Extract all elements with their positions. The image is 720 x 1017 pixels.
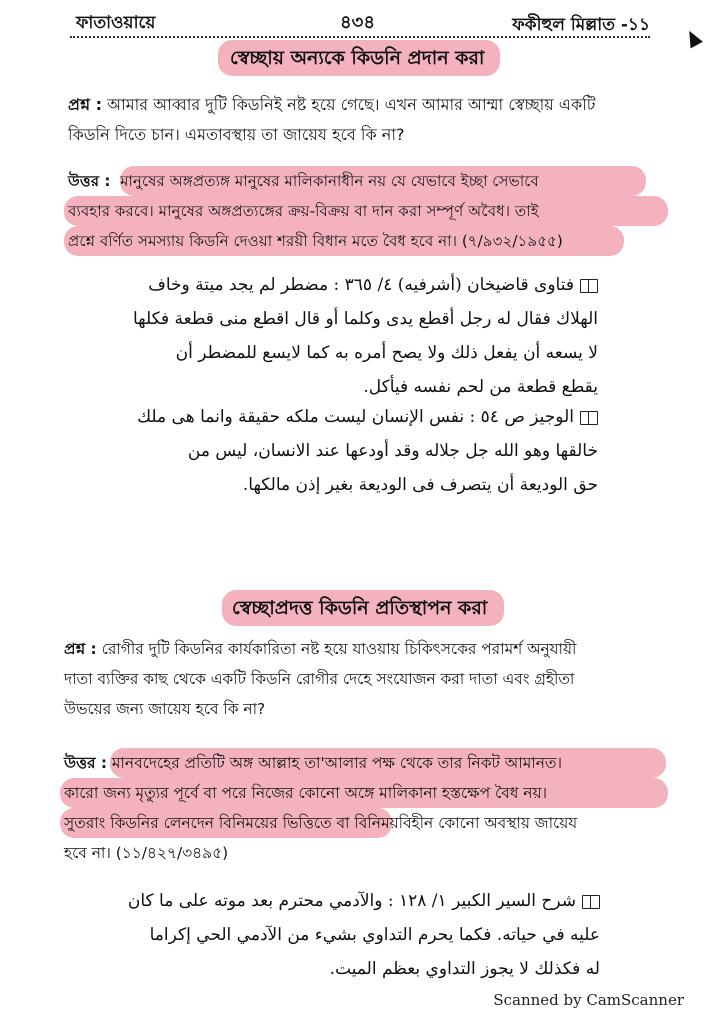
answer-line: কারো জন্য মৃত্যুর পূর্বে বা পরে নিজের কোনো অঙ্গে মালিকানা হস্তক্ষেপ বৈধ নয়। [64, 784, 548, 802]
answer-line: মানবদেহের প্রতিটি অঙ্গ আল্লাহ তা'আলার পক্ষ থেকে তার নিকট আমানত। [111, 754, 562, 772]
arabic-line: الهلاك فقال له رجل أقطع يدى وكلما أو قال اقطع منى قطعة فكلها [132, 309, 598, 329]
arabic-line: فتاوى قاضيخان (أشرفيه) ٤/ ٣٦٥ : مضطر لم يجد ميتة وخاف [148, 275, 574, 295]
answer-line: মানুষের অঙ্গপ্রত্যঙ্গ মানুষের মালিকানাধীন নয় যে যেভাবে ইচ্ছা সেভাবে [120, 172, 539, 190]
book-icon [580, 411, 598, 425]
header-divider [70, 36, 650, 38]
section2-answer [64, 748, 674, 868]
section1-question [68, 90, 668, 150]
arabic-line: شرح السير الكبير ١/ ١٢٨ : والآدمي محترم بعد موته على ما كان [127, 891, 576, 911]
question-line: রোগীর দুটি কিডনির কার্যকারিতা নষ্ট হয়ে যাওয়ায় চিকিৎসকের পরামর্শ অনুযায়ী [101, 640, 577, 658]
arabic-reference [137, 400, 598, 502]
question-label: প্রশ্ন : [64, 640, 97, 658]
scanner-watermark: Scanned by CamScanner [493, 991, 684, 1009]
cursor-arrow-icon [683, 28, 703, 49]
answer-line: হবে না। (১১/৪২৭/৩৪৯৫) [64, 844, 229, 862]
header-book-title: ফাতাওয়ায়ে [76, 13, 156, 33]
arabic-reference [127, 884, 600, 986]
arabic-line: الوجيز ص ٥٤ : نفس الإنسان ليست ملكه حقيقة وانما هى ملك [137, 407, 574, 427]
arabic-line: لا يسعه أن يفعل ذلك ولا يصح أمره به كما لايسع للمضطر أن [175, 343, 598, 363]
arabic-line: يقطع قطعة من لحم نفسه فيأكل. [363, 377, 598, 397]
question-line: উভয়ের জন্য জায়েয হবে কি না? [64, 700, 266, 718]
section1-answer [68, 166, 668, 256]
answer-line: সুতরাং কিডনির লেনদেন বিনিময়ের ভিত্তিতে বা বিনিময়বিহীন কোনো অবস্থায় জায়েয [64, 814, 578, 832]
question-line: দাতা ব্যক্তির কাছ থেকে একটি কিডনি রোগীর দেহে সংযোজন করা দাতা এবং গ্রহীতা [64, 670, 575, 688]
arabic-reference [132, 268, 598, 404]
section2-title: স্বেচ্ছাপ্রদত্ত কিডনি প্রতিস্থাপন করা [232, 597, 488, 619]
arabic-line: له فكذلك لا يجوز التداوي بعظم الميت. [329, 959, 600, 979]
question-label: প্রশ্ন : [68, 95, 102, 114]
arabic-line: حق الوديعة أن يتصرف فى الوديعة بغير إذن مالكها. [242, 475, 598, 495]
question-line: আমার আব্বার দুটি কিডনিই নষ্ট হয়ে গেছে। এখন আমার আম্মা স্বেচ্ছায় একটি [107, 95, 596, 114]
arabic-line: عليه في حياته. فكما يحرم التداوي بشيء من الآدمي الحي إكراما [149, 925, 600, 945]
answer-label: উত্তর : [64, 754, 107, 772]
section2-question [64, 634, 674, 724]
question-line: কিডনি দিতে চান। এমতাবস্থায় তা জায়েয হবে কি না? [68, 125, 405, 144]
book-icon [580, 279, 598, 293]
answer-line: ব্যবহার করবে। মানুষের অঙ্গপ্রত্যঙ্গের ক্রয়-বিক্রয় বা দান করা সম্পূর্ণ অবৈধ। তাই [68, 202, 539, 220]
page-number: ৪৩৪ [340, 12, 376, 33]
book-icon [582, 895, 600, 909]
section1-title: স্বেচ্ছায় অন্যকে কিডনি প্রদান করা [230, 47, 485, 69]
answer-line: প্রশ্নে বর্ণিত সমস্যায় কিডনি দেওয়া শরয়ী বিধান মতে বৈধ হবে না। (৭/৯৩২/১৯৫৫) [68, 232, 563, 250]
page-header [70, 4, 650, 38]
answer-label: উত্তর : [68, 172, 111, 190]
arabic-line: خالقها وهو الله جل جلاله وقد أودعها عند الانسان، ليس من [187, 441, 598, 461]
header-volume-title: ফকীহুল মিল্লাত -১১ [512, 15, 650, 35]
